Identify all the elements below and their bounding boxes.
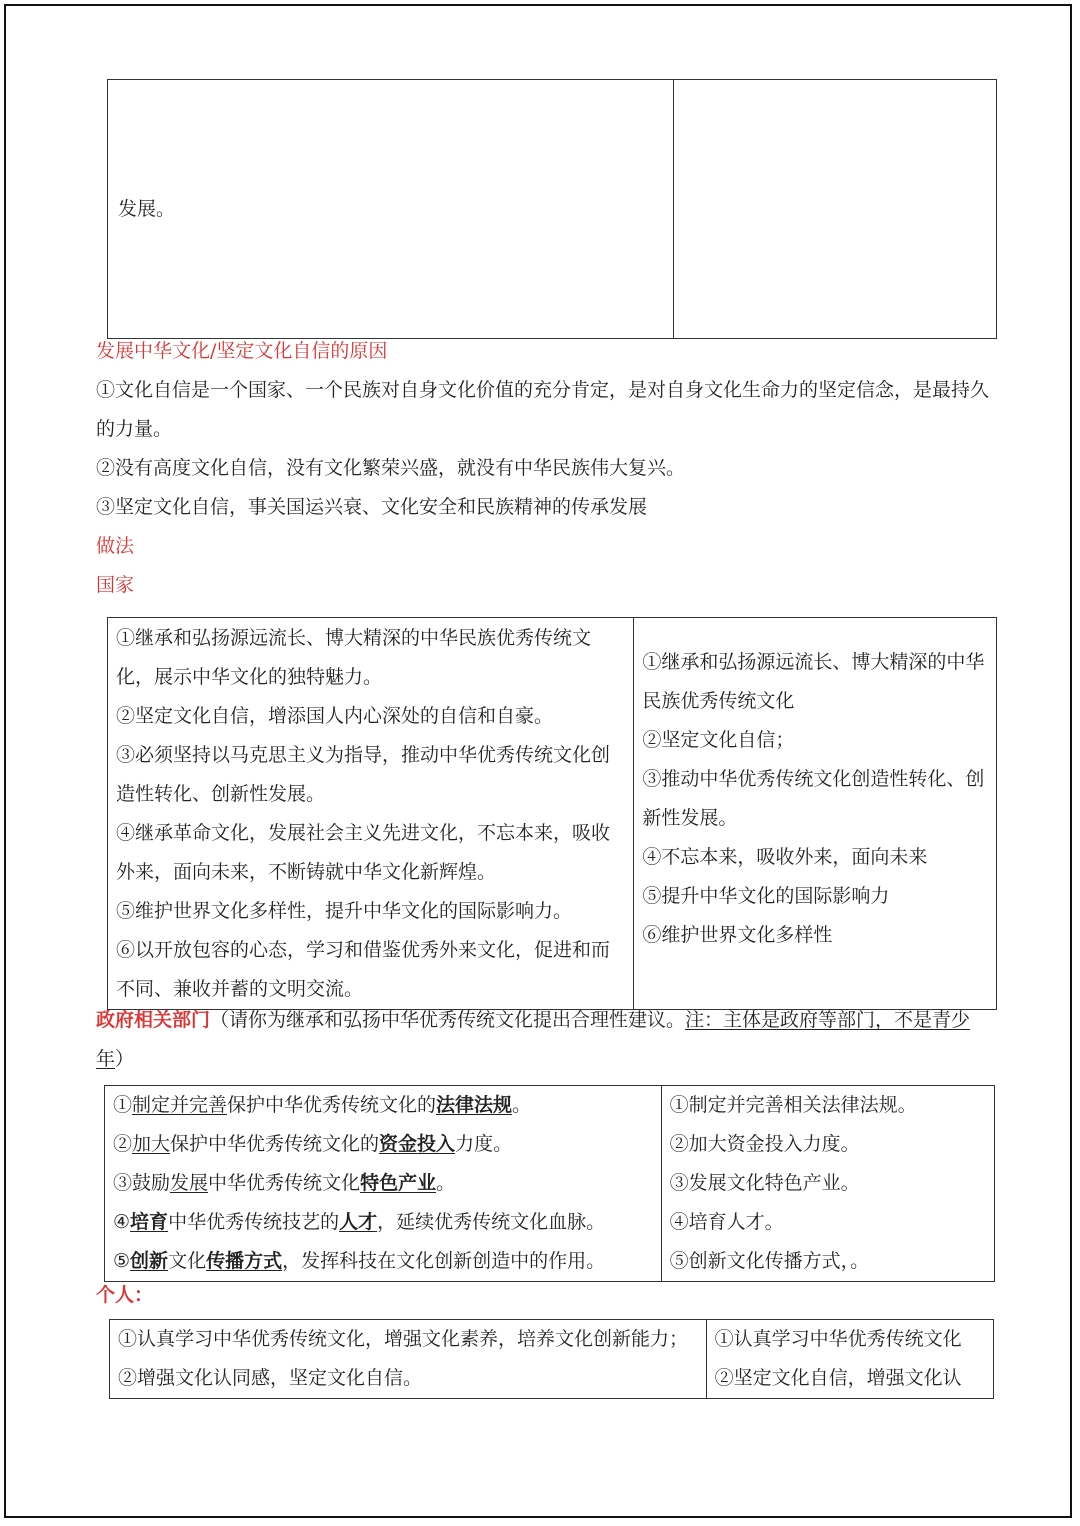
individual-left-item: ①认真学习中华优秀传统文化，增强文化素养，培养文化创新能力； <box>118 1328 689 1350</box>
country-right-item: ③推动中华优秀传统文化创造性转化、创新性发展。 <box>642 767 985 829</box>
government-left-item: ②加大保护中华优秀传统文化的资金投入力度。 <box>113 1133 513 1155</box>
individual-left-cell <box>110 1320 707 1399</box>
government-right-item: ①制定并完善相关法律法规。 <box>669 1094 917 1116</box>
reason-item-1: ①文化自信是一个国家、一个民族对自身文化价值的充分肯定，是对自身文化生命力的坚定信念，是最持久的力量。 <box>96 379 990 440</box>
reason-item-2: ②没有高度文化自信，没有文化繁荣兴盛，就没有中华民族伟大复兴。 <box>96 457 686 479</box>
government-right-cell <box>661 1086 994 1282</box>
government-note-close: ） <box>115 1048 135 1070</box>
government-left-item: ③鼓励发展中华优秀传统文化特色产业。 <box>113 1172 456 1194</box>
top-table-left-cell <box>108 80 674 339</box>
reason-item-3: ③坚定文化自信，事关国运兴衰、文化安全和民族精神的传承发展 <box>96 496 648 518</box>
government-left-item: ⑤创新文化传播方式，发挥科技在文化创新创造中的作用。 <box>113 1250 606 1272</box>
government-heading-block <box>96 1001 996 1079</box>
country-right-item: ⑥维护世界文化多样性 <box>642 923 833 946</box>
government-note-tail: 注：主体是政府等部门，不是青少年 <box>96 1009 971 1070</box>
individual-right-cell <box>706 1320 993 1399</box>
government-note-open: （ <box>210 1009 230 1031</box>
country-left-item: ③必须坚持以马克思主义为指导，推动中华优秀传统文化创造性转化、创新性发展。 <box>116 744 611 805</box>
government-left-item: ④培育中华优秀传统技艺的人才，延续优秀传统文化血脉。 <box>113 1211 606 1233</box>
country-left-cell <box>108 618 634 1010</box>
individual-heading: 个人： <box>96 1284 154 1306</box>
individual-table <box>109 1319 994 1399</box>
government-note: 请你为继承和弘扬中华优秀传统文化提出合理性建议。 <box>229 1009 686 1031</box>
individual-left-item: ②增强文化认同感，坚定文化自信。 <box>118 1367 423 1389</box>
country-right-item: ④不忘本来，吸收外来，面向未来 <box>642 845 928 868</box>
country-left-item: ④继承革命文化，发展社会主义先进文化，不忘本来，吸收外来，面向未来，不断铸就中华文化新辉煌。 <box>116 822 611 883</box>
government-right-item: ③发展文化特色产业。 <box>669 1172 860 1194</box>
individual-right-item: ①认真学习中华优秀传统文化 <box>714 1328 962 1350</box>
country-left-item: ①继承和弘扬源远流长、博大精深的中华民族优秀传统文化，展示中华文化的独特魅力。 <box>116 627 592 688</box>
government-right-item: ④培育人才。 <box>669 1211 784 1233</box>
top-table-left-text: 发展。 <box>118 197 176 220</box>
country-table <box>107 617 997 1010</box>
government-right-item: ②加大资金投入力度。 <box>669 1133 860 1155</box>
government-right-item: ⑤创新文化传播方式，。 <box>669 1250 870 1272</box>
government-left-item: ①制定并完善保护中华优秀传统文化的法律法规。 <box>113 1094 532 1116</box>
country-right-item: ①继承和弘扬源远流长、博大精深的中华民族优秀传统文化 <box>642 650 985 712</box>
top-table-right-cell <box>674 80 997 339</box>
methods-heading: 做法 <box>96 535 135 557</box>
individual-right-item: ②坚定文化自信，增强文化认 <box>714 1367 962 1389</box>
government-table <box>104 1085 995 1282</box>
country-right-item: ⑤提升中华文化的国际影响力 <box>642 884 890 907</box>
government-heading: 政府相关部门 <box>96 1009 211 1031</box>
country-heading: 国家 <box>96 574 135 596</box>
country-left-item: ⑥以开放包容的心态，学习和借鉴优秀外来文化，促进和而不同、兼收并蓄的文明交流。 <box>116 939 611 1000</box>
country-left-item: ②坚定文化自信，增添国人内心深处的自信和自豪。 <box>116 705 554 727</box>
government-left-cell <box>105 1086 662 1282</box>
country-right-cell <box>634 618 997 1010</box>
top-table <box>107 79 997 339</box>
reasons-heading: 发展中华文化/坚定文化自信的原因 <box>96 340 388 362</box>
country-left-item: ⑤维护世界文化多样性，提升中华文化的国际影响力。 <box>116 900 573 922</box>
country-right-item: ②坚定文化自信； <box>642 728 795 751</box>
